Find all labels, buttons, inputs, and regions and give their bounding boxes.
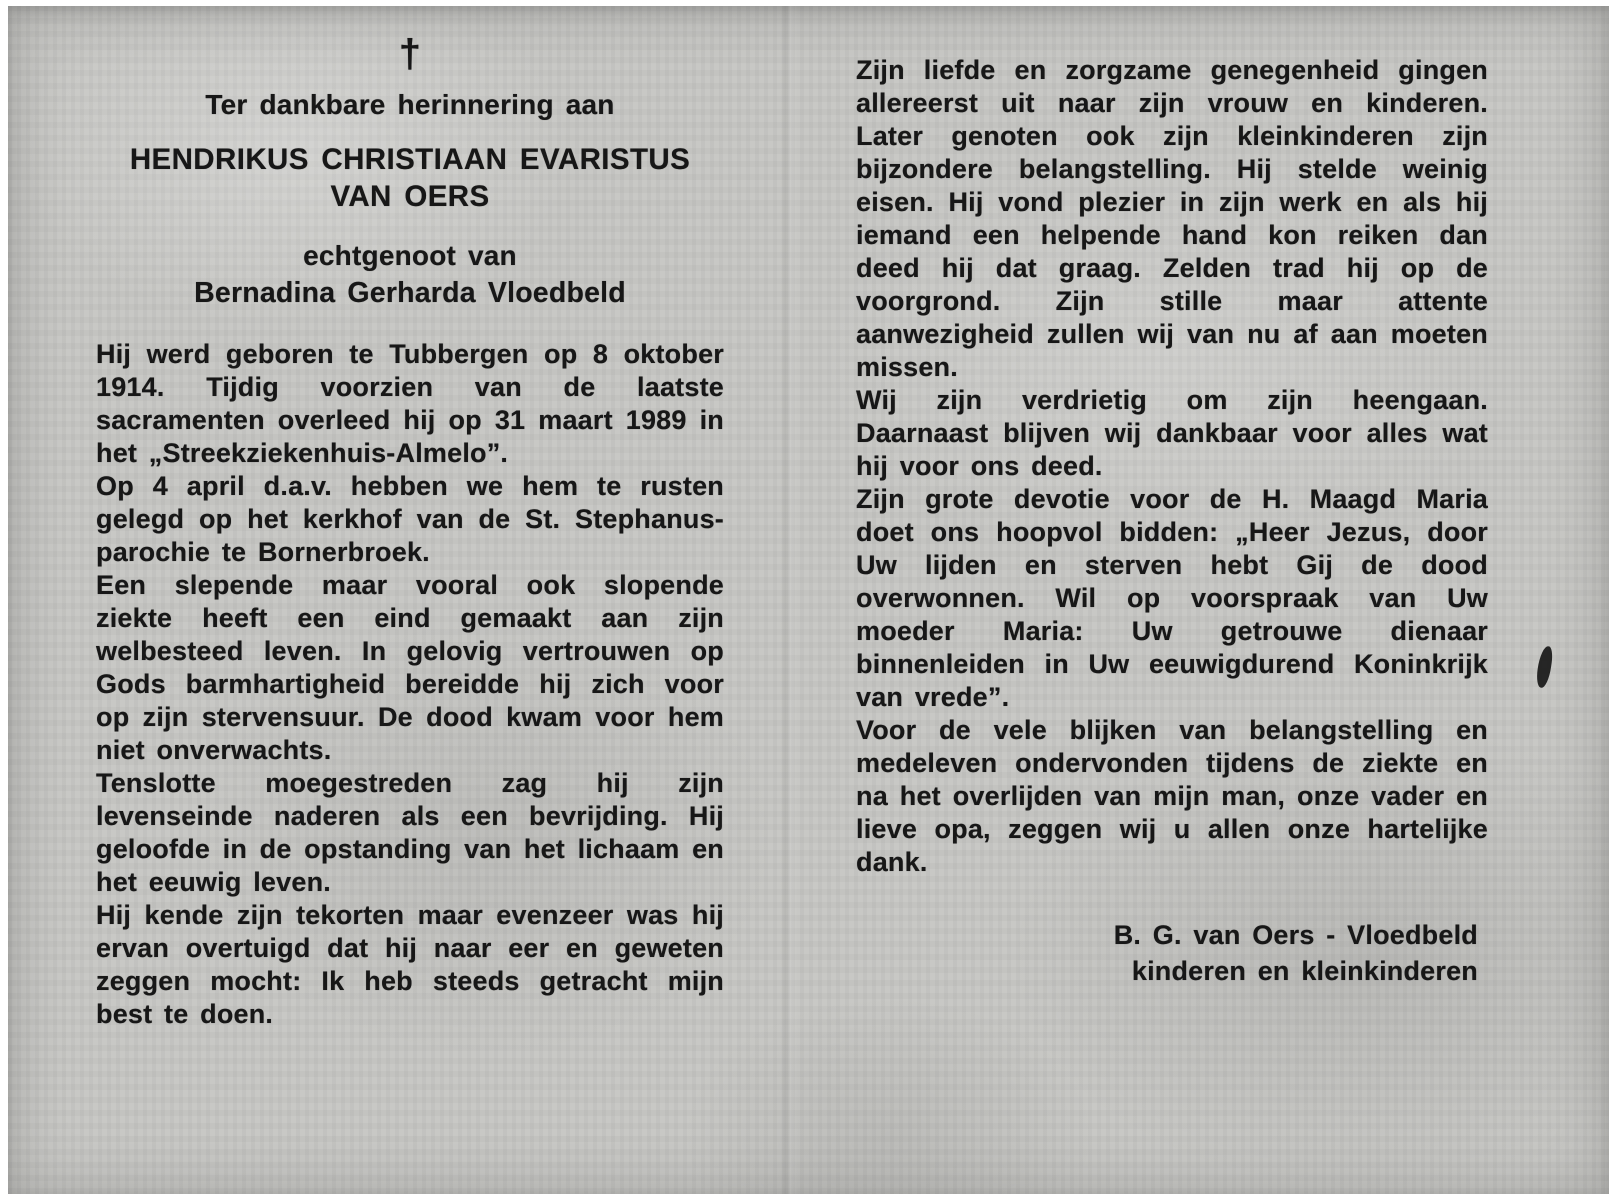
deceased-name: HENDRIKUS CHRISTIAAN EVARISTUS VAN OERS — [129, 143, 691, 213]
paragraph-conscience: Hij kende zijn tekorten maar evenzeer was hij ervan overtuigd dat hij naar eer en geweten zeggen mocht: Ik heb steeds getracht mijn best te doen. — [96, 900, 724, 1029]
signature-family: kinderen en kleinkinderen — [1131, 956, 1478, 986]
paragraph-faith: Tenslotte moegestreden zag hij zijn levenseinde naderen als een bevrijding. Hij geloofde in de opstanding van het lichaam en het eeuwig leven. — [96, 768, 724, 897]
remembrance-intro: Ter dankbare herinnering aan — [205, 89, 615, 120]
right-page — [856, 54, 1488, 989]
paragraph-grief: Wij zijn verdrietig om zijn heengaan. Daarnaast blijven wij dankbaar voor alles wat hij voor ons deed. — [856, 385, 1488, 481]
memorial-card-scan — [8, 6, 1609, 1194]
paragraph-birth-death: Hij werd geboren te Tubbergen op 8 oktober 1914. Tijdig voorzien van de laatste sacramenten overleed hij op 31 maart 1989 in het „Streekziekenhuis-Almelo”. — [96, 339, 724, 468]
spouse-label: echtgenoot van — [303, 240, 517, 271]
paragraph-devotion-prayer: Zijn grote devotie voor de H. Maagd Maria doet ons hoopvol bidden: „Heer Jezus, door Uw lijden en sterven hebt Gij de dood overwonnen. Wil op voorspraak van Uw moeder Maria: Uw getrouwe dienaar binnenleiden in Uw eeuwigdurend Koninkrijk van vrede”. — [856, 484, 1488, 712]
cross-icon: † — [398, 32, 422, 76]
paragraph-burial: Op 4 april d.a.v. hebben we hem te rusten gelegd op het kerkhof van de St. Stephanus-parochie te Bornerbroek. — [96, 471, 724, 567]
paragraph-thanks: Voor de vele blijken van belangstelling en medeleven ondervonden tijdens de ziekte en na het overlijden van mijn man, onze vader en lieve opa, zeggen wij u allen onze hartelijke dank. — [856, 715, 1488, 877]
paragraph-illness: Een slepende maar vooral ook slopende ziekte heeft een eind gemaakt aan zijn welbesteed leven. In gelovig vertrouwen op Gods barmhartigheid bereidde hij zich voor op zijn stervensuur. De dood kwam voor hem niet onverwachts. — [96, 570, 724, 765]
paragraph-love-family: Zijn liefde en zorgzame genegenheid gingen allereerst uit naar zijn vrouw en kinderen. Later genoten ook zijn kleinkinderen zijn bijzondere belangstelling. Hij stelde weinig eisen. Hij vond plezier in zijn werk en als hij iemand een helpende hand kon reiken dan deed hij dat graag. Zelden trad hij op de voorgrond. Zijn stille maar attente aanwezigheid zullen wij van nu af aan moeten missen. — [856, 55, 1488, 382]
scan-artifact-blot — [1535, 645, 1554, 688]
left-page — [96, 32, 724, 1031]
signature-block — [856, 917, 1488, 989]
spouse-name: Bernadina Gerharda Vloedbeld — [194, 277, 626, 309]
signature-name: B. G. van Oers - Vloedbeld — [1113, 920, 1478, 950]
center-fold — [780, 6, 798, 1194]
